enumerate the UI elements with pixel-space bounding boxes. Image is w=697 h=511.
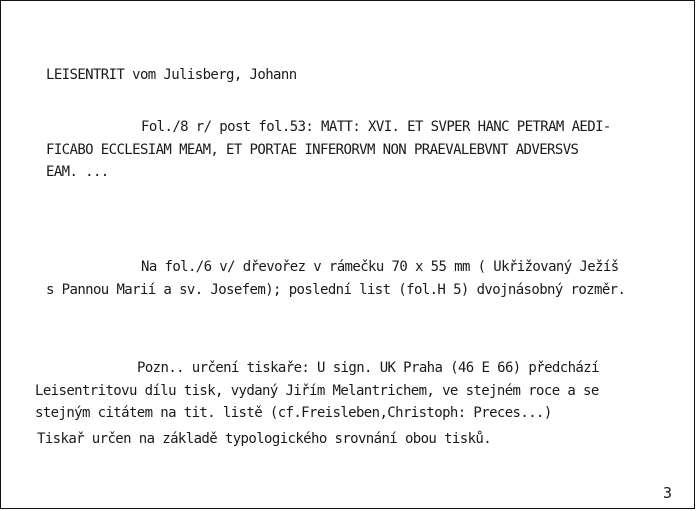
text-line: stejným citátem na tit. listě (cf.Freisleben,Christoph: Preces...)	[35, 405, 552, 421]
text-line: Na fol./6 v/ dřevořez v rámečku 70 x 55 mm ( Ukřižovaný Ježíš	[141, 259, 619, 275]
text-line: EAM. ...	[46, 164, 109, 180]
text-line: Tiskař určen na základě typologického srovnání obou tisků.	[37, 431, 492, 447]
text-line: Leisentritovu dílu tisk, vydaný Jiřím Melantrichem, ve stejném roce a se	[35, 383, 599, 399]
card-heading: LEISENTRIT vom Julisberg, Johann	[46, 67, 297, 83]
text-line: FICABO ECCLESIAM MEAM, ET PORTAE INFERORVM NON PRAEVALEBVNT ADVERSVS	[46, 142, 579, 158]
text-line: Fol./8 r/ post fol.53: MATT: XVI. ET SVPER HANC PETRAM AEDI-	[141, 119, 611, 135]
text-line: s Pannou Marií a sv. Josefem); poslední list (fol.H 5) dvojnásobný rozměr.	[46, 282, 626, 298]
page-number: 3	[663, 484, 672, 502]
text-line: Pozn.. určení tiskaře: U sign. UK Praha (46 E 66) předchází	[137, 360, 599, 376]
